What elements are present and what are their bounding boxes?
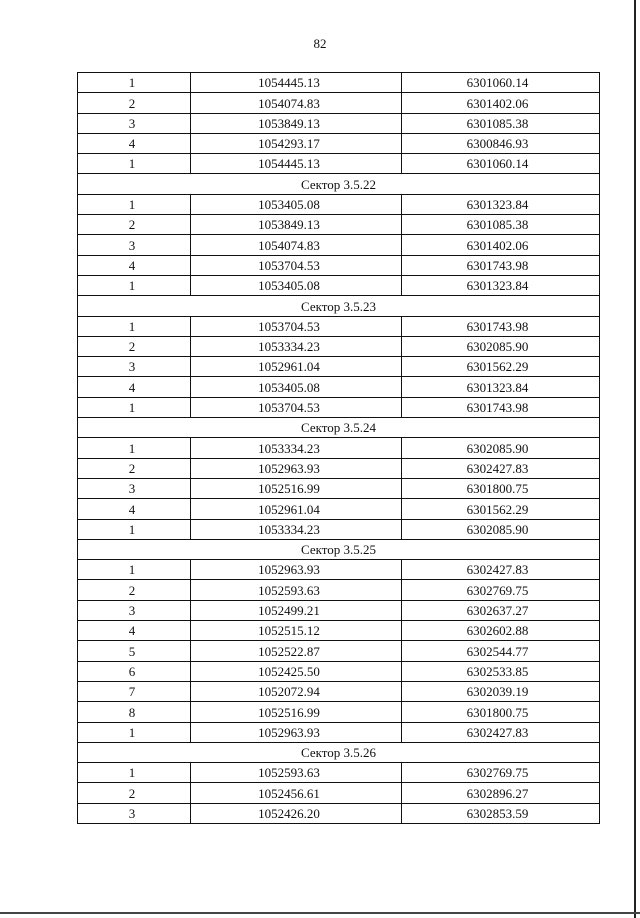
y-coordinate-cell: 6302085.90 — [402, 519, 600, 539]
y-coordinate-cell: 6302085.90 — [402, 336, 600, 356]
x-coordinate-cell: 1052593.63 — [191, 763, 402, 783]
y-coordinate-cell: 6301323.84 — [402, 275, 600, 295]
y-coordinate-cell: 6301800.75 — [402, 478, 600, 498]
x-coordinate-cell: 1052515.12 — [191, 621, 402, 641]
y-coordinate-cell: 6302769.75 — [402, 763, 600, 783]
table-row — [78, 194, 600, 214]
y-coordinate-cell: 6302427.83 — [402, 458, 600, 478]
scan-edge-bottom — [0, 912, 640, 914]
y-coordinate-cell: 6302602.88 — [402, 621, 600, 641]
table-row — [78, 357, 600, 377]
point-number-cell: 2 — [78, 783, 191, 803]
y-coordinate-cell: 6301323.84 — [402, 377, 600, 397]
x-coordinate-cell: 1052516.99 — [191, 478, 402, 498]
x-coordinate-cell: 1054293.17 — [191, 133, 402, 153]
y-coordinate-cell: 6301800.75 — [402, 702, 600, 722]
x-coordinate-cell: 1052963.93 — [191, 560, 402, 580]
coordinates-table — [77, 72, 600, 824]
x-coordinate-cell: 1053849.13 — [191, 113, 402, 133]
x-coordinate-cell: 1053334.23 — [191, 438, 402, 458]
y-coordinate-cell: 6302427.83 — [402, 722, 600, 742]
x-coordinate-cell: 1053849.13 — [191, 215, 402, 235]
sector-title: Сектор 3.5.22 — [78, 174, 600, 194]
y-coordinate-cell: 6302769.75 — [402, 580, 600, 600]
x-coordinate-cell: 1053704.53 — [191, 397, 402, 417]
table-row — [78, 458, 600, 478]
table-row — [78, 154, 600, 174]
y-coordinate-cell: 6301743.98 — [402, 397, 600, 417]
table-row — [78, 235, 600, 255]
x-coordinate-cell: 1053405.08 — [191, 377, 402, 397]
table-row — [78, 560, 600, 580]
sector-title: Сектор 3.5.23 — [78, 296, 600, 316]
sector-header-row — [78, 539, 600, 559]
x-coordinate-cell: 1053334.23 — [191, 336, 402, 356]
y-coordinate-cell: 6302039.19 — [402, 681, 600, 701]
table-row — [78, 113, 600, 133]
table-row — [78, 215, 600, 235]
y-coordinate-cell: 6301743.98 — [402, 316, 600, 336]
point-number-cell: 1 — [78, 73, 191, 93]
table-row — [78, 133, 600, 153]
table-row — [78, 641, 600, 661]
table-row — [78, 93, 600, 113]
x-coordinate-cell: 1052963.93 — [191, 458, 402, 478]
table-row — [78, 336, 600, 356]
table-row — [78, 478, 600, 498]
point-number-cell: 1 — [78, 722, 191, 742]
y-coordinate-cell: 6300846.93 — [402, 133, 600, 153]
x-coordinate-cell: 1053704.53 — [191, 316, 402, 336]
point-number-cell: 2 — [78, 215, 191, 235]
y-coordinate-cell: 6301562.29 — [402, 499, 600, 519]
x-coordinate-cell: 1052072.94 — [191, 681, 402, 701]
scan-edge-right — [634, 0, 636, 918]
point-number-cell: 4 — [78, 133, 191, 153]
sector-header-row — [78, 174, 600, 194]
point-number-cell: 5 — [78, 641, 191, 661]
table-row — [78, 73, 600, 93]
point-number-cell: 2 — [78, 580, 191, 600]
table-row — [78, 702, 600, 722]
point-number-cell: 1 — [78, 154, 191, 174]
y-coordinate-cell: 6302896.27 — [402, 783, 600, 803]
table-row — [78, 661, 600, 681]
x-coordinate-cell: 1052963.93 — [191, 722, 402, 742]
y-coordinate-cell: 6301060.14 — [402, 154, 600, 174]
point-number-cell: 2 — [78, 93, 191, 113]
table-row — [78, 600, 600, 620]
point-number-cell: 3 — [78, 803, 191, 823]
table-row — [78, 580, 600, 600]
sector-title: Сектор 3.5.25 — [78, 539, 600, 559]
point-number-cell: 1 — [78, 397, 191, 417]
x-coordinate-cell: 1053334.23 — [191, 519, 402, 539]
y-coordinate-cell: 6301402.06 — [402, 93, 600, 113]
page-number: 82 — [313, 36, 327, 51]
sector-title: Сектор 3.5.26 — [78, 742, 600, 762]
table-row — [78, 763, 600, 783]
table-row — [78, 255, 600, 275]
x-coordinate-cell: 1052426.20 — [191, 803, 402, 823]
y-coordinate-cell: 6301562.29 — [402, 357, 600, 377]
x-coordinate-cell: 1052499.21 — [191, 600, 402, 620]
table-row — [78, 519, 600, 539]
x-coordinate-cell: 1052961.04 — [191, 357, 402, 377]
table-row — [78, 316, 600, 336]
point-number-cell: 3 — [78, 600, 191, 620]
sector-header-row — [78, 742, 600, 762]
point-number-cell: 1 — [78, 316, 191, 336]
x-coordinate-cell: 1052593.63 — [191, 580, 402, 600]
x-coordinate-cell: 1052522.87 — [191, 641, 402, 661]
sector-header-row — [78, 296, 600, 316]
table-row — [78, 783, 600, 803]
table-row — [78, 621, 600, 641]
x-coordinate-cell: 1053405.08 — [191, 194, 402, 214]
y-coordinate-cell: 6301323.84 — [402, 194, 600, 214]
sector-header-row — [78, 418, 600, 438]
x-coordinate-cell: 1052516.99 — [191, 702, 402, 722]
y-coordinate-cell: 6301060.14 — [402, 73, 600, 93]
x-coordinate-cell: 1054074.83 — [191, 235, 402, 255]
point-number-cell: 1 — [78, 560, 191, 580]
point-number-cell: 4 — [78, 255, 191, 275]
point-number-cell: 1 — [78, 438, 191, 458]
point-number-cell: 2 — [78, 336, 191, 356]
point-number-cell: 2 — [78, 458, 191, 478]
x-coordinate-cell: 1054074.83 — [191, 93, 402, 113]
y-coordinate-cell: 6301085.38 — [402, 113, 600, 133]
point-number-cell: 7 — [78, 681, 191, 701]
table-row — [78, 438, 600, 458]
table-row — [78, 681, 600, 701]
point-number-cell: 3 — [78, 478, 191, 498]
y-coordinate-cell: 6302544.77 — [402, 641, 600, 661]
point-number-cell: 4 — [78, 621, 191, 641]
y-coordinate-cell: 6302853.59 — [402, 803, 600, 823]
table-row — [78, 722, 600, 742]
point-number-cell: 1 — [78, 763, 191, 783]
table-row — [78, 499, 600, 519]
point-number-cell: 3 — [78, 357, 191, 377]
table-row — [78, 397, 600, 417]
x-coordinate-cell: 1052456.61 — [191, 783, 402, 803]
x-coordinate-cell: 1052425.50 — [191, 661, 402, 681]
y-coordinate-cell: 6301743.98 — [402, 255, 600, 275]
y-coordinate-cell: 6302085.90 — [402, 438, 600, 458]
x-coordinate-cell: 1053704.53 — [191, 255, 402, 275]
point-number-cell: 4 — [78, 377, 191, 397]
point-number-cell: 3 — [78, 235, 191, 255]
point-number-cell: 3 — [78, 113, 191, 133]
sector-title: Сектор 3.5.24 — [78, 418, 600, 438]
point-number-cell: 8 — [78, 702, 191, 722]
y-coordinate-cell: 6302533.85 — [402, 661, 600, 681]
coordinates-table-body — [78, 73, 600, 824]
point-number-cell: 1 — [78, 519, 191, 539]
table-row — [78, 377, 600, 397]
y-coordinate-cell: 6302427.83 — [402, 560, 600, 580]
point-number-cell: 6 — [78, 661, 191, 681]
table-row — [78, 275, 600, 295]
point-number-cell: 1 — [78, 194, 191, 214]
y-coordinate-cell: 6302637.27 — [402, 600, 600, 620]
y-coordinate-cell: 6301402.06 — [402, 235, 600, 255]
x-coordinate-cell: 1053405.08 — [191, 275, 402, 295]
x-coordinate-cell: 1054445.13 — [191, 73, 402, 93]
x-coordinate-cell: 1054445.13 — [191, 154, 402, 174]
point-number-cell: 1 — [78, 275, 191, 295]
y-coordinate-cell: 6301085.38 — [402, 215, 600, 235]
x-coordinate-cell: 1052961.04 — [191, 499, 402, 519]
table-row — [78, 803, 600, 823]
point-number-cell: 4 — [78, 499, 191, 519]
